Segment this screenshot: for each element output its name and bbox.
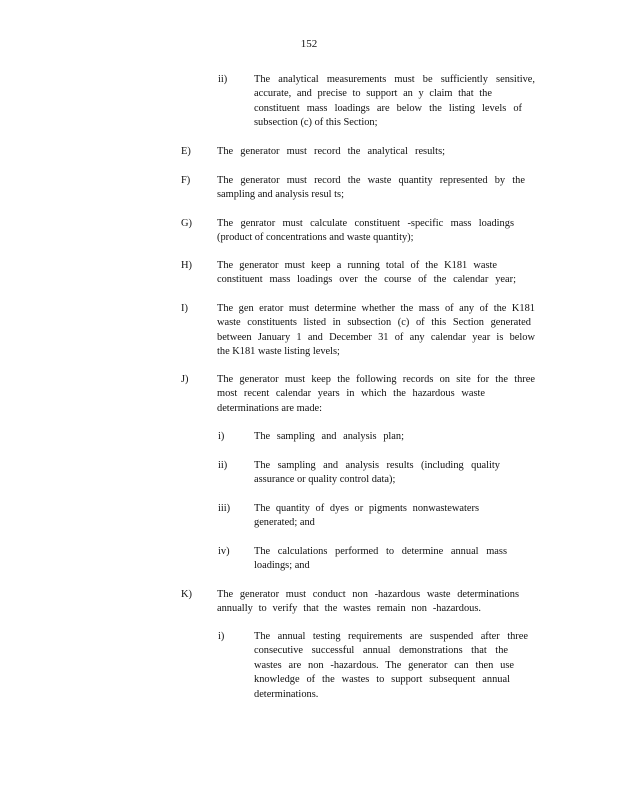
text-line: consecutive successful annual demonstrations that the bbox=[254, 645, 508, 657]
text-line: knowledge of the wastes to support subsequent annual bbox=[254, 674, 510, 686]
list-item-label: i) bbox=[218, 431, 225, 442]
list-item-text bbox=[254, 459, 500, 488]
text-line: The generator must record the analytical results; bbox=[217, 146, 445, 157]
list-item-text bbox=[254, 430, 502, 444]
list-item-text bbox=[217, 145, 535, 159]
list-item-text bbox=[254, 630, 528, 702]
text-line: The generator must conduct non -hazardous waste determinations bbox=[217, 589, 519, 600]
text-line: The generator must keep the following records on site for the three bbox=[217, 374, 535, 385]
list-item-label: K) bbox=[181, 589, 192, 600]
list-item-label: iv) bbox=[218, 546, 230, 557]
list-item-label: F) bbox=[181, 175, 191, 186]
text-line: The quantity of dyes or pigments nonwastewaters bbox=[254, 503, 479, 514]
list-item-text bbox=[217, 302, 535, 360]
list-item-text bbox=[217, 174, 525, 203]
list-item-label: i) bbox=[218, 631, 225, 642]
text-line: generated; and bbox=[254, 517, 315, 529]
list-item-text bbox=[254, 502, 479, 531]
text-line: waste constituents listed in subsection (c) of this Section generated bbox=[217, 317, 531, 329]
list-item-text bbox=[217, 373, 535, 416]
text-line: The analytical measurements must be sufficiently sensitive, bbox=[254, 74, 535, 85]
list-item-text bbox=[254, 545, 507, 574]
text-line: The generator must record the waste quantity represented by the bbox=[217, 175, 525, 186]
text-line: determinations are made: bbox=[217, 402, 323, 414]
list-item-label: J) bbox=[181, 374, 189, 385]
text-line: accurate, and precise to support an y claim that the bbox=[254, 88, 492, 100]
text-line: The sampling and analysis plan; bbox=[254, 431, 404, 442]
text-line: The gen erator must determine whether the mass of any of the K181 bbox=[217, 303, 535, 314]
text-line: loadings; and bbox=[254, 560, 310, 572]
list-item-label: iii) bbox=[218, 503, 231, 514]
text-line: annually to verify that the wastes remain non -hazardous. bbox=[217, 603, 481, 615]
text-line: constituent mass loadings over the course of the calendar year; bbox=[217, 274, 516, 286]
text-line: The sampling and analysis results (including quality bbox=[254, 460, 500, 471]
text-line: wastes are non -hazardous. The generator can then use bbox=[254, 659, 514, 671]
text-line: The calculations performed to determine annual mass bbox=[254, 546, 507, 557]
text-line: The annual testing requirements are suspended after three bbox=[254, 631, 528, 642]
text-line: The generator must keep a running total of the K181 waste bbox=[217, 260, 497, 271]
list-item-label: ii) bbox=[218, 74, 228, 85]
text-line: the K181 waste listing levels; bbox=[217, 346, 340, 358]
list-item-text bbox=[217, 259, 516, 288]
text-line: constituent mass loadings are below the listing levels of bbox=[254, 102, 522, 114]
list-item-label: E) bbox=[181, 146, 191, 157]
text-line: The genrator must calculate constituent -specific mass loadings bbox=[217, 218, 514, 229]
list-item-label: H) bbox=[181, 260, 192, 271]
text-line: (product of concentrations and waste quantity); bbox=[217, 232, 414, 244]
list-item-label: G) bbox=[181, 218, 192, 229]
text-line: most recent calendar years in which the hazardous waste bbox=[217, 388, 485, 400]
text-line: between January 1 and December 31 of any calendar year is below bbox=[217, 331, 535, 343]
text-line: sampling and analysis resul ts; bbox=[217, 189, 344, 201]
text-line: subsection (c) of this Section; bbox=[254, 117, 378, 129]
list-item-text bbox=[254, 73, 535, 131]
list-item-text bbox=[217, 588, 519, 617]
list-item-label: I) bbox=[181, 303, 188, 314]
text-line: assurance or quality control data); bbox=[254, 474, 396, 486]
list-item-text bbox=[217, 217, 514, 246]
list-item-label: ii) bbox=[218, 460, 228, 471]
page-number: 152 bbox=[300, 38, 318, 50]
text-line: determinations. bbox=[254, 688, 319, 700]
